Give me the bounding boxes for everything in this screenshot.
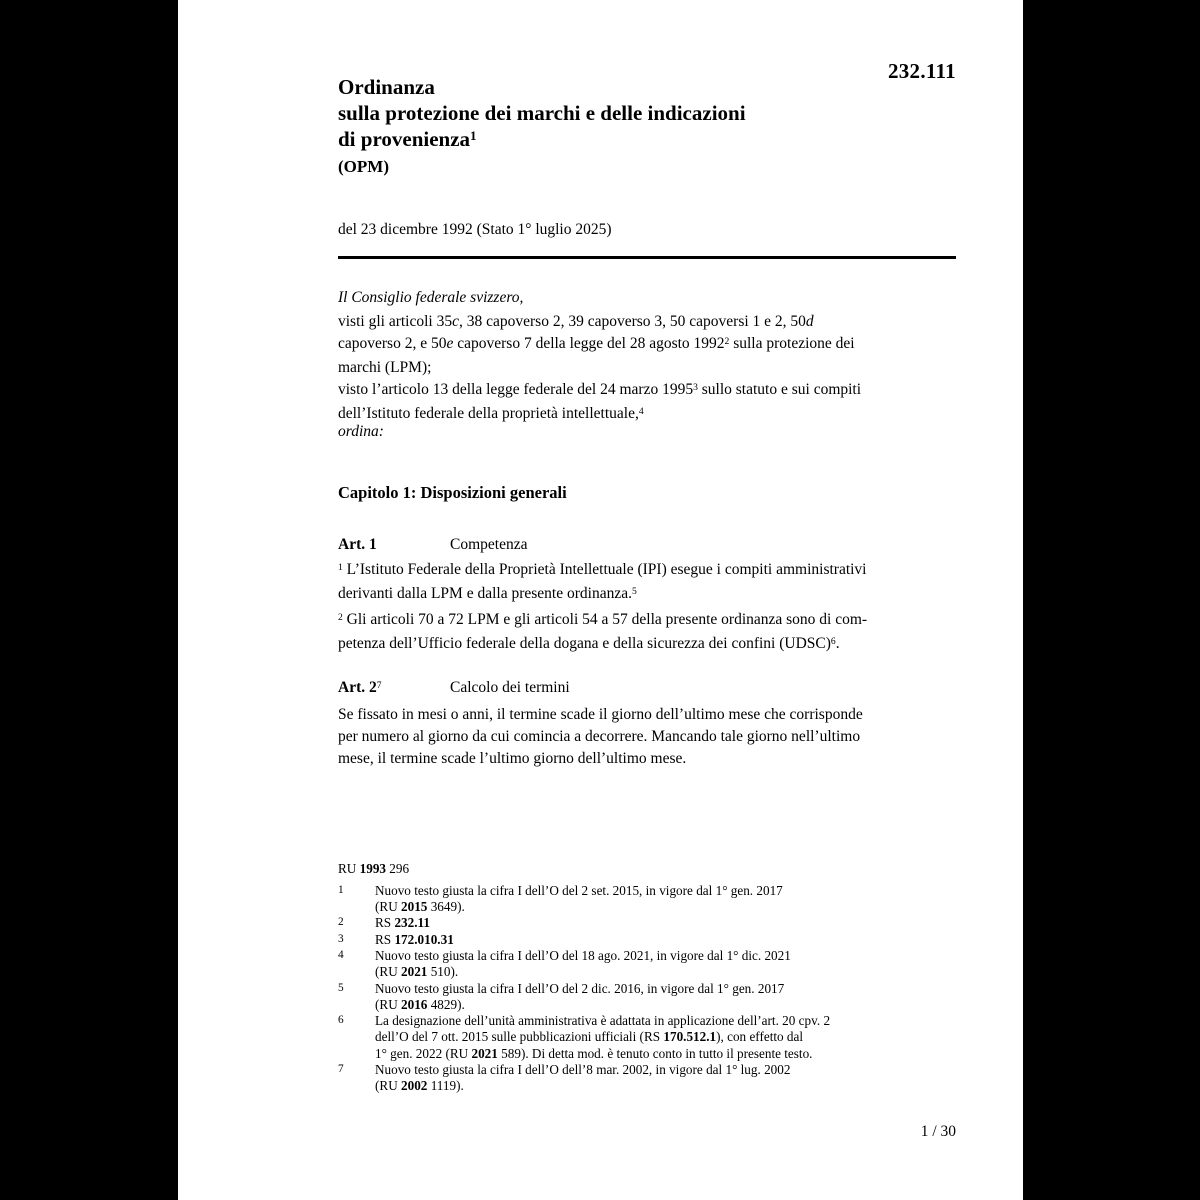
footnote-text: Nuovo testo giusta la cifra I dell’O del 2 set. 2015, in vigore dal 1° gen. 2017 (RU 2015 3649). (375, 882, 783, 915)
article-1-title: Competenza (450, 536, 528, 553)
chapter-heading: Capitolo 1: Disposizioni generali (338, 483, 567, 502)
footnote-number: 7 (338, 1063, 344, 1076)
article-1-heading (338, 536, 956, 554)
page-indicator: 1 / 30 (920, 1123, 956, 1140)
footnote-item (338, 1013, 956, 1062)
article-2-number: Art. $2^7$ (338, 679, 382, 696)
footnote-text: Nuovo testo giusta la cifra I dell’O del 18 ago. 2021, in vigore dal 1° dic. 2021 (RU 2021 510). (375, 947, 791, 980)
footnote-number: 2 (338, 916, 344, 929)
article-1-paragraph-1: $^1$ L’Istituto Federale della Proprietà Intellettuale (IPI) esegue i compiti amministrativi derivanti dalla LPM e dalla presente ordinanza.$^5$ (338, 561, 867, 602)
preamble-recital-1: visti gli articoli 35c, 38 capoverso 2, 39 capoverso 3, 50 capoversi 1 e 2, 50d capoverso 2, e 50e capoverso 7 della legge del 28 agosto 1992$^2$ sulla protezione dei marchi (LPM); (338, 313, 855, 376)
ru-reference-line: RU 1993 296 (338, 861, 410, 876)
document-page (178, 0, 1023, 1200)
footnote-item (338, 948, 956, 981)
footnote-number: 5 (338, 981, 344, 994)
footnote-text: Nuovo testo giusta la cifra I dell’O del 2 dic. 2016, in vigore dal 1° gen. 2017 (RU 2016 4829). (375, 980, 785, 1012)
footnote-text: Nuovo testo giusta la cifra I dell’O dell’8 mar. 2002, in vigore dal 1° lug. 2002 (RU 2002 1119). (375, 1062, 791, 1094)
footnote-item (338, 1062, 956, 1095)
abbreviation-label: (OPM) (338, 157, 389, 176)
footnote-item (338, 981, 956, 1014)
article-1-paragraph-2: $^2$ Gli articoli 70 a 72 LPM e gli articoli 54 a 57 della presente ordinanza sono di com- petenza dell’Ufficio federale della dogana e della sicurezza dei confini (UDSC)$^6$. (338, 611, 868, 652)
footnote-text: La designazione dell’unità amministrativa è adattata in applicazione dell’art. 20 cpv. 2 dell’O del 7 ott. 2015 sulle pubblicazioni ufficiali (RS 170.512.1), con effetto dal 1° gen. 2022 (RU 2021 589). Di detta mod. è tenuto conto in tutto il presente testo. (375, 1013, 831, 1061)
footnote-item (338, 883, 956, 916)
enacting-formula: ordina: (338, 423, 384, 440)
document-title: Ordinanza sulla protezione dei marchi e delle indicazioni di provenienza$^1$ (338, 75, 746, 151)
footnote-text: RS 232.11 (375, 915, 430, 931)
footnote-item (338, 932, 956, 948)
preamble-recitals (338, 311, 956, 427)
article-2-paragraph-1: Se fissato in mesi o anni, il termine scade il giorno dell’ultimo mese che corrisponde per numero al giorno da cui comincia a decorrere. Mancando tale giorno nell’ultimo mese, il termine scade l’ultimo giorno dell’ultimo mese. (338, 706, 863, 767)
title-divider (338, 256, 956, 259)
page-content (338, 0, 956, 1200)
footnotes-section (338, 861, 956, 1095)
footnote-number: 4 (338, 948, 344, 961)
footnote-number: 1 (338, 883, 344, 896)
article-2-title: Calcolo dei termini (450, 679, 570, 696)
preamble-author: Il Consiglio federale svizzero, (338, 289, 524, 306)
footnote-text: RS 172.010.31 (375, 931, 454, 947)
article-1-number: Art. 1 (338, 536, 377, 553)
article-2-heading (338, 679, 956, 697)
footnote-number: 3 (338, 932, 344, 945)
doc-number-label: 232.111 (887, 59, 956, 83)
footnote-item (338, 915, 956, 931)
date-line: del 23 dicembre 1992 (Stato 1° luglio 2025) (338, 221, 612, 238)
footnote-number: 6 (338, 1014, 344, 1027)
preamble-recital-2: visto l’articolo 13 della legge federale del 24 marzo 1995$^3$ sullo statuto e sui compiti dell’Istituto federale della proprietà intellettuale,$^4$ (338, 381, 862, 422)
